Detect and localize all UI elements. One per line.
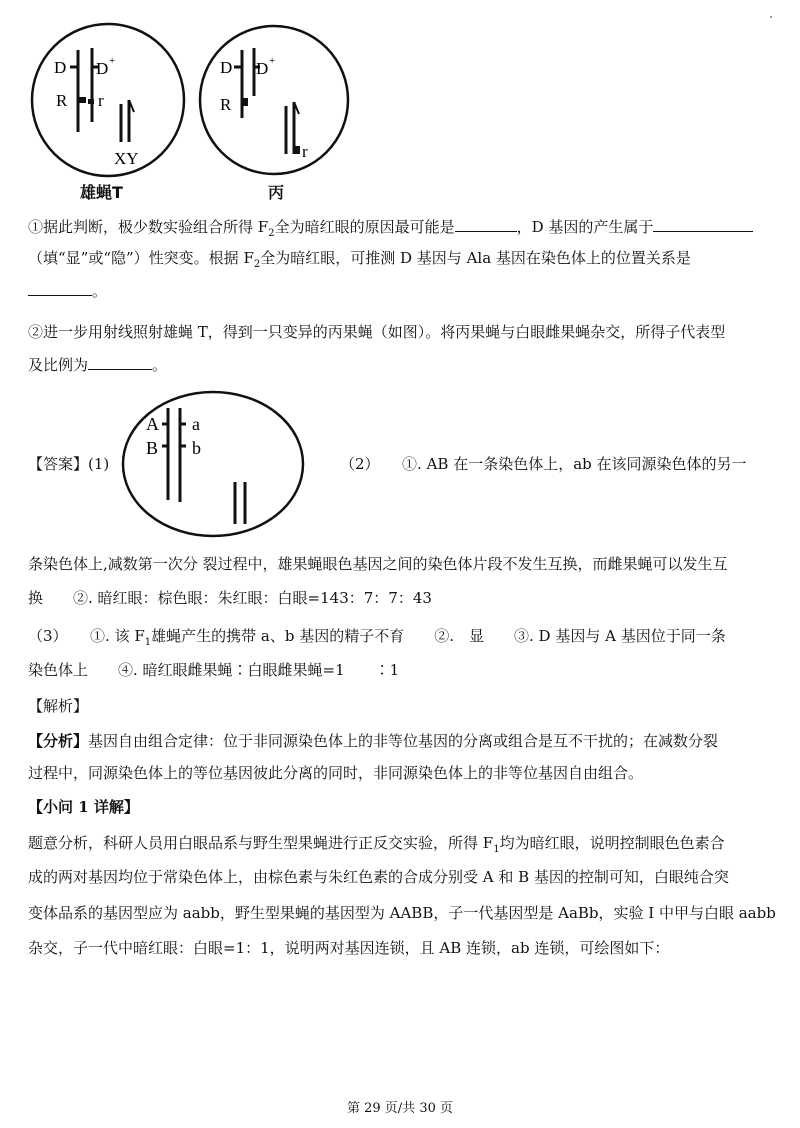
answer-blank-1[interactable] bbox=[455, 216, 517, 232]
answer-line-5: 染色体上 ④. 暗红眼雌果蝇∶白眼雌果蝇=1 ∶1 bbox=[28, 661, 400, 679]
gene-Dplus: D bbox=[96, 59, 109, 78]
sex-chromosomes-XY: XY bbox=[114, 149, 139, 168]
detail-line-4: 杂交，子一代中暗红眼：白眼=1：1，说明两对基因连锁，且 AB 连锁，ab 连锁，可绘图如下： bbox=[28, 939, 670, 957]
answer-blank-2[interactable] bbox=[653, 216, 753, 232]
gene-D: D bbox=[54, 58, 67, 77]
gene-R: R bbox=[56, 91, 68, 110]
bing-fly-label: 丙 bbox=[268, 183, 285, 202]
analysis-fenxi-line-2: 过程中，同源染色体上的等位基因彼此分离的同时，非同源染色体上的非等位基因自由组合。 bbox=[28, 764, 644, 782]
analysis-label: 【解析】 bbox=[28, 697, 89, 715]
gene-B: B bbox=[146, 438, 159, 458]
gene-plus-sign: + bbox=[109, 55, 116, 67]
bing-fly-diagram bbox=[198, 22, 358, 182]
gene-r: r bbox=[302, 142, 308, 161]
answer-line-4: （3） ①. 该 $F_1$雄蝇产生的携带 a、b 基因的精子不育 ②. 显 ③. D 基因与 A 基因位于同一条 bbox=[28, 627, 726, 648]
analysis-fenxi-line-1: 【分析】基因自由组合定律：位于非同源染色体上的非等位基因的分离或组合是互不干扰的；在减数分裂 bbox=[28, 732, 719, 750]
answer-line-2: 条染色体上,减数第一次分 裂过程中，雄果蝇眼色基因之间的染色体片段不发生互换，而雌果蝇可以发生互 bbox=[28, 555, 728, 573]
question-2-line-1: ②进一步用射线照射雄蝇 T，得到一只变异的丙果蝇（如图）。将丙果蝇与白眼雌果蝇杂交，所得子代表型 bbox=[28, 323, 726, 341]
answer-blank-4[interactable] bbox=[88, 354, 152, 370]
question-1-line-1: ①据此判断，极少数实验组合所得 $F_2$全为暗红眼的原因最可能是 ，D 基因的产生属于 bbox=[28, 216, 753, 244]
question-1-line-3: 。 bbox=[28, 280, 107, 301]
detail-line-3: 变体品系的基因型应为 aabb，野生型果蝇的基因型为 AABB，子一代基因型是 AaBb，实验 I 中甲与白眼 aabb bbox=[28, 904, 776, 922]
answer-part-2: （2） ①. AB 在一条染色体上，ab 在该同源染色体的另一 bbox=[340, 455, 747, 473]
gene-D: D bbox=[220, 58, 233, 77]
gene-R: R bbox=[220, 95, 232, 114]
question-1-line-2: （填“显”或“隐”）性突变。根据 $F_2$全为暗红眼，可推测 D 基因与 Ala 基因在染色体上的位置关系是 bbox=[28, 249, 691, 270]
answer-label: 【答案】(1) bbox=[28, 455, 110, 473]
male-fly-t-label: 雄蝇T bbox=[80, 183, 123, 202]
cell-outline bbox=[32, 24, 184, 176]
answer-chromosome-diagram bbox=[118, 390, 308, 540]
question-2-line-2: 及比例为 。 bbox=[28, 356, 168, 374]
male-fly-t-diagram bbox=[30, 22, 190, 182]
detail-line-1: 题意分析，科研人员用白眼品系与野生型果蝇进行正反交实验，所得 $F_1$均为暗红眼，说明控制眼色色素合 bbox=[28, 834, 725, 855]
answer-line-3: 换 ②. 暗红眼：棕色眼：朱红眼：白眼=143：7：7：43 bbox=[28, 589, 432, 607]
page-footer: 第 29 页/共 30 页 bbox=[347, 1101, 453, 1116]
scan-dot bbox=[770, 16, 772, 18]
gene-plus-sign: + bbox=[269, 55, 276, 67]
sub-question-1-label: 【小问 1 详解】 bbox=[28, 798, 139, 816]
detail-line-2: 成的两对基因均位于常染色体上，由棕色素与朱红色素的合成分别受 A 和 B 基因的控制可知，白眼纯合突 bbox=[28, 868, 729, 886]
gene-A: A bbox=[146, 414, 159, 434]
gene-a: a bbox=[192, 414, 200, 434]
gene-Dplus: D bbox=[256, 59, 269, 78]
answer-blank-3[interactable] bbox=[28, 280, 92, 296]
gene-b: b bbox=[192, 438, 201, 458]
gene-r: r bbox=[98, 91, 104, 110]
